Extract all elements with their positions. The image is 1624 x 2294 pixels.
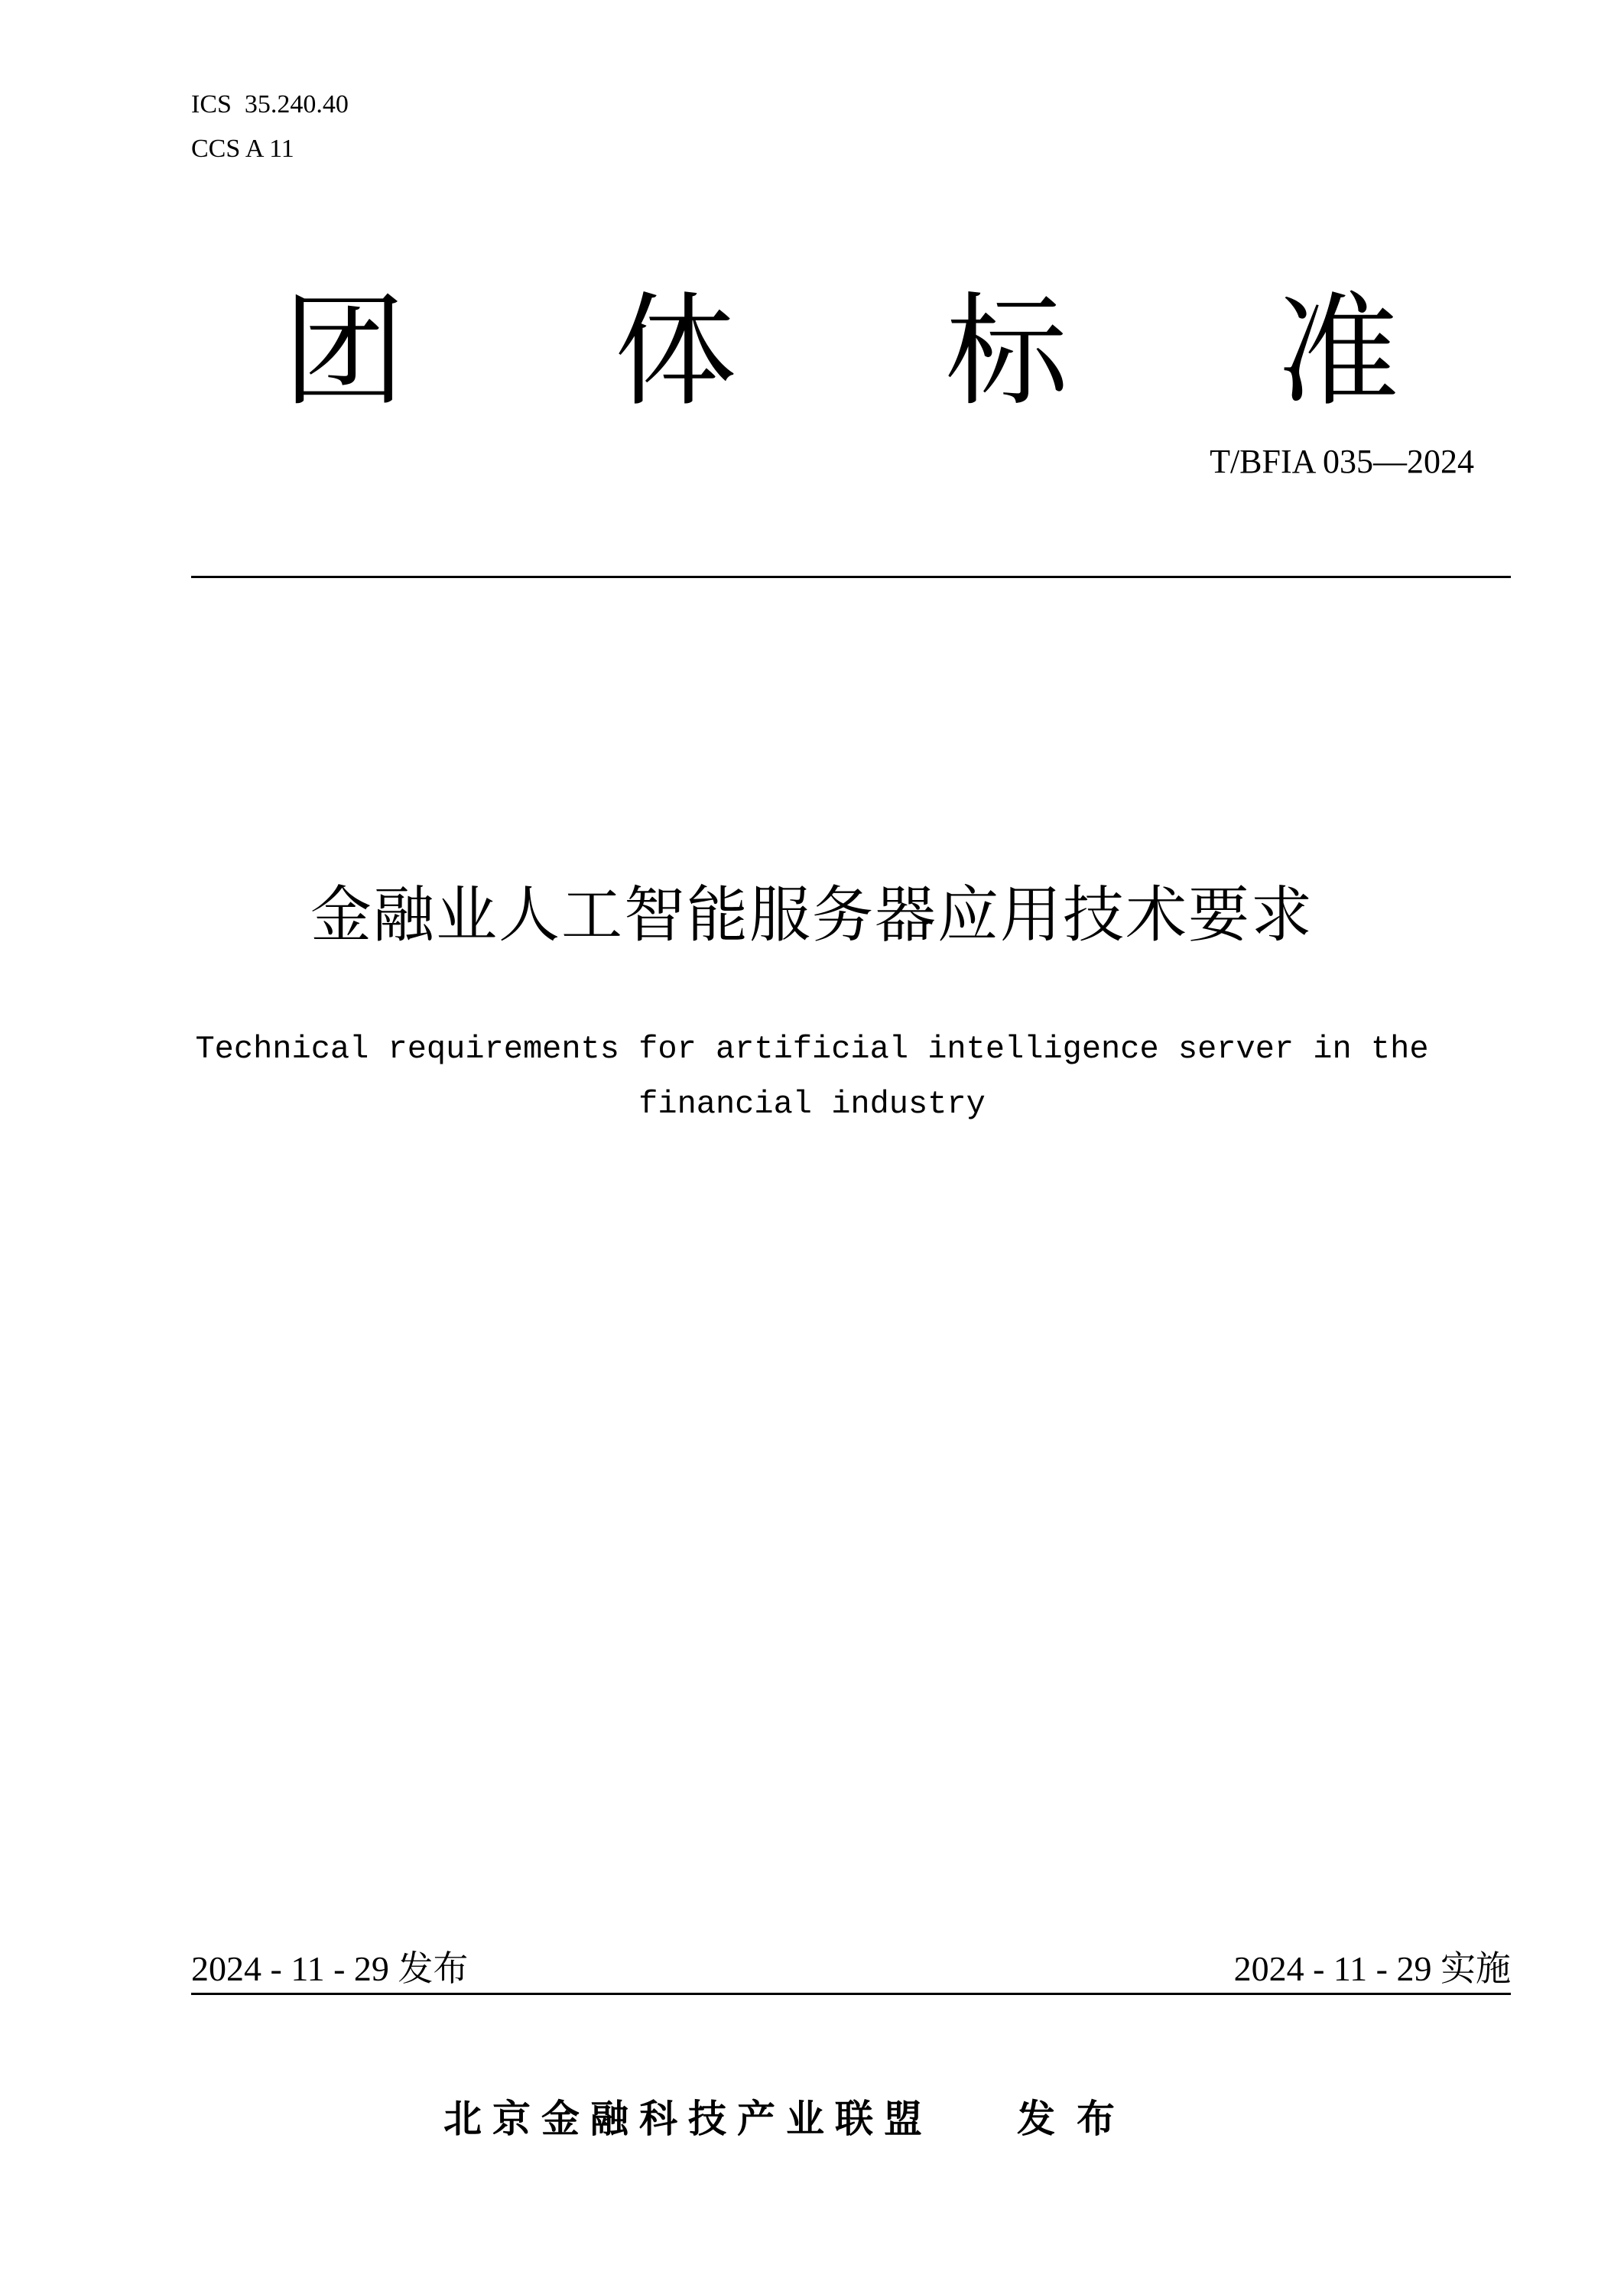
publisher-name: 北京金融科技产业联盟 bbox=[443, 2097, 933, 2141]
classification-codes bbox=[191, 83, 349, 171]
top-divider bbox=[191, 576, 1511, 578]
bottom-divider bbox=[191, 1993, 1511, 1995]
document-type-char: 团 bbox=[283, 280, 406, 423]
document-type-char: 准 bbox=[1276, 280, 1399, 423]
title-english: Technical requirements for artificial intelligence server in the financial industry bbox=[195, 1031, 1429, 1123]
document-type-char: 标 bbox=[945, 280, 1068, 423]
ics-code: ICS 35.240.40 bbox=[191, 90, 349, 119]
document-type-heading bbox=[283, 275, 1399, 428]
issue-date: 2024 - 11 - 29 发布 bbox=[191, 1949, 469, 1988]
ccs-code: CCS A 11 bbox=[191, 135, 294, 163]
title-chinese: 金融业人工智能服务器应用技术要求 bbox=[310, 879, 1314, 950]
publisher-line bbox=[443, 2094, 1136, 2144]
effective-date: 2024 - 11 - 29 实施 bbox=[1233, 1949, 1511, 1988]
document-type-char: 体 bbox=[614, 280, 737, 423]
publish-label: 发布 bbox=[1017, 2097, 1136, 2141]
document-number: T/BFIA 035—2024 bbox=[1210, 443, 1474, 480]
